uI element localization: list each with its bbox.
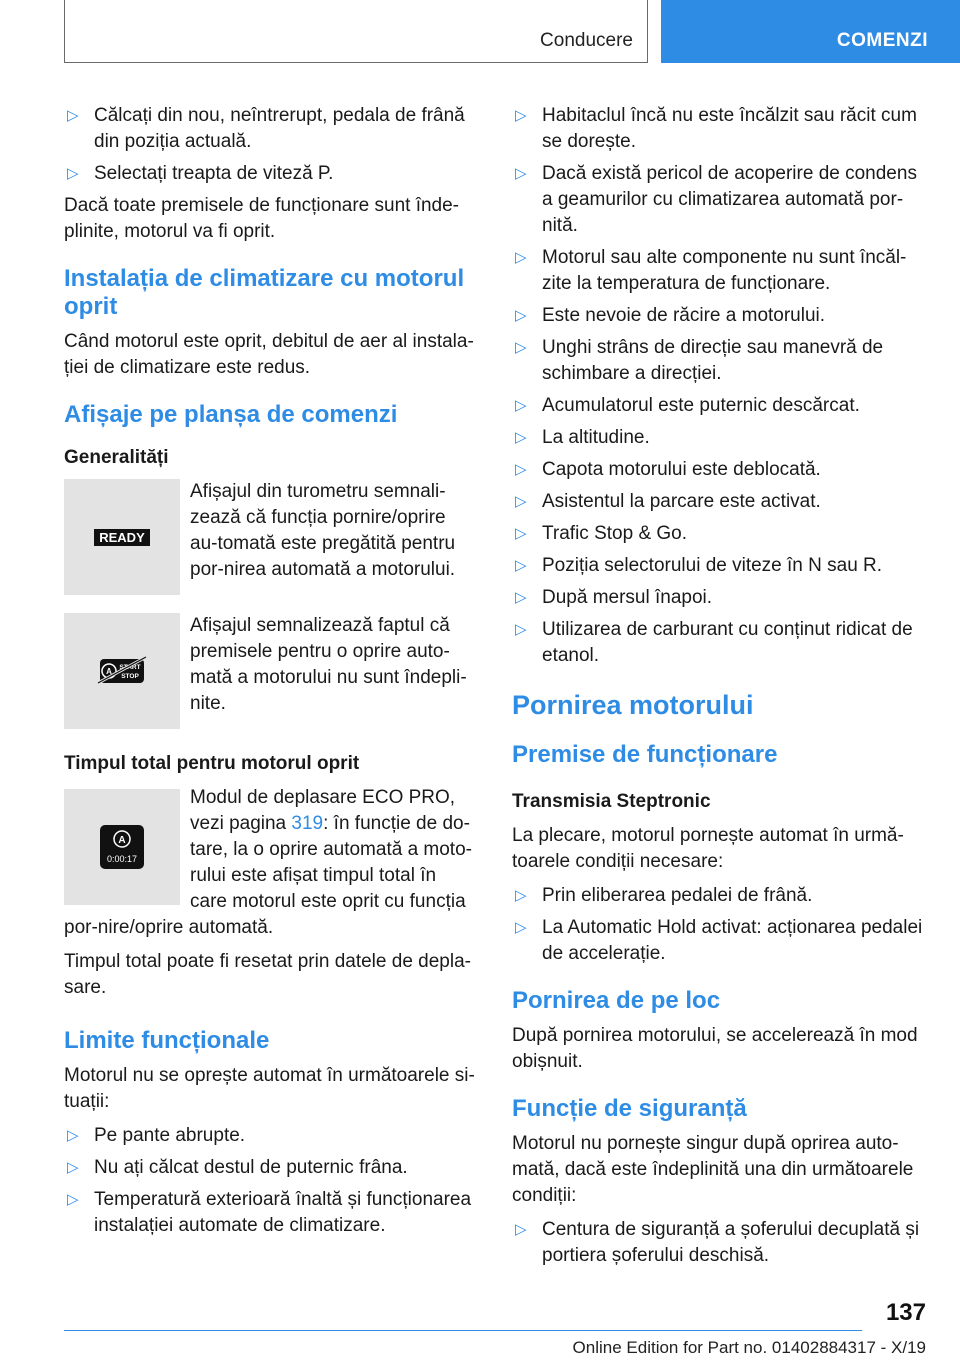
list-item [512,103,924,155]
figure-ready-text: Afișajul din turometru semnali-zează că funcția pornire/oprire au-tomată este pregătită pentru por-nirea automată a motorului. [190,481,456,580]
list-item-text: Acumulatorul este puternic descărcat. [542,395,860,416]
page-link-319[interactable]: 319 [291,813,324,834]
paragraph-standstill: După pornirea motorului, se accelerează în mod obișnuit. [512,1025,918,1072]
heading-limits: Limite funcționale [64,1027,270,1054]
triangle-bullet-icon: ▷ [515,307,527,324]
list-item [512,457,924,483]
ready-icon [64,479,180,595]
list-item [64,161,478,187]
eco-pro-timer-icon [64,789,180,905]
list-item-text: După mersul înapoi. [542,587,713,608]
footer-divider [64,1330,862,1331]
list-item-text: Utilizarea de carburant cu conținut ridicat de etanol. [542,619,913,666]
list-item [64,103,478,155]
figure-startstop-text: Afișajul semnalizează faptul că premisele pentru o oprire auto-mată a motorului nu sunt îndepli-nite. [190,615,467,714]
footer-edition: Online Edition for Part no. 01402884317 - X/19 [572,1338,926,1357]
list-item [512,245,924,297]
heading-standstill: Pornirea de pe loc [512,987,721,1014]
paragraph-limits: Motorul nu se oprește automat în următoarele si-tuații: [64,1065,475,1112]
stop-label: STOP [121,673,139,680]
eco-pro-text-a: Modul de deplasare ECO PRO, vezi pagina [190,787,456,834]
list-item-text: Trafic Stop & Go. [542,523,688,544]
svg-text:A: A [106,667,112,676]
triangle-bullet-icon: ▷ [515,919,527,936]
list-item-text: Pe pante abrupte. [94,1125,246,1146]
list-item-text: La altitudine. [542,427,650,448]
heading-steptronic: Transmisia Steptronic [512,791,711,812]
triangle-bullet-icon: ▷ [515,1221,527,1238]
list-item [512,521,924,547]
header-section-box [64,0,648,63]
list-item-text: Centura de siguranță a șoferului decuplată și portiera șoferului deschisă. [542,1219,920,1266]
heading-displays: Afișaje pe planșa de comenzi [64,401,398,428]
triangle-bullet-icon: ▷ [515,525,527,542]
triangle-bullet-icon: ▷ [515,621,527,638]
list-item [64,1155,478,1181]
list-item [64,1123,478,1149]
list-item [64,1187,478,1239]
triangle-bullet-icon: ▷ [67,1159,79,1176]
list-item-text: Dacă există pericol de acoperire de condens a geamurilor cu climatizarea automată por-nită. [542,163,917,236]
heading-climate: Instalația de climatizare cu motorul oprit [64,265,465,320]
paragraph-safety: Motorul nu pornește singur după oprirea auto-mată, dacă este îndeplinită una din următoarele condiții: [512,1133,914,1206]
svg-text:A: A [118,835,126,846]
list-item-text: Nu ați călcat destul de puternic frâna. [94,1157,408,1178]
list-item-text: Este nevoie de răcire a motorului. [542,305,826,326]
figure-startstop-row [64,613,478,729]
bullet-list-top [64,103,478,187]
heading-total-time: Timpul total pentru motorul oprit [64,753,360,774]
triangle-bullet-icon: ▷ [515,887,527,904]
triangle-bullet-icon: ▷ [515,493,527,510]
ready-display-image [64,479,180,595]
list-item-text: Temperatură exterioară înaltă și funcționarea instalației automate de climatizare. [94,1189,472,1236]
bullet-list-conditions [512,103,924,669]
list-item [512,553,924,579]
list-item [512,915,924,967]
list-item [512,393,924,419]
list-item [512,617,924,669]
triangle-bullet-icon: ▷ [515,589,527,606]
list-item-text: Călcați din nou, neîntrerupt, pedala de frână din poziția actuală. [94,105,465,152]
paragraph-reset: Timpul total poate fi resetat prin datele de depla-sare. [64,951,471,998]
timer-display-image [64,789,180,905]
figure-timer-block [64,785,478,949]
triangle-bullet-icon: ▷ [515,165,527,182]
triangle-bullet-icon: ▷ [515,461,527,478]
list-item [512,1217,924,1269]
list-item-text: Selectați treapta de viteză P. [94,163,334,184]
chapter-tab-label: COMENZI [836,30,928,51]
startstop-display-image [64,613,180,729]
list-item [512,883,924,909]
start-label: START [119,664,141,671]
list-item [512,303,924,329]
chapter-tab[interactable] [661,0,960,63]
timer-value: 0:00:17 [106,854,138,864]
triangle-bullet-icon: ▷ [515,557,527,574]
list-item-text: Prin eliberarea pedalei de frână. [542,885,813,906]
triangle-bullet-icon: ▷ [67,1127,79,1144]
heading-premise: Premise de funcționare [512,741,778,768]
figure-ready-row [64,479,478,595]
list-item [512,585,924,611]
triangle-bullet-icon: ▷ [67,107,79,124]
ready-label: READY [99,530,145,545]
right-column [512,103,924,1275]
list-item-text: Capota motorului este deblocată. [542,459,821,480]
auto-start-stop-off-icon [64,613,180,729]
section-title: Conducere [540,30,633,51]
heading-safety: Funcție de siguranță [512,1095,747,1122]
bullet-list-limits [64,1123,478,1239]
bullet-list-steptronic [512,883,924,967]
heading-general: Generalități [64,447,169,468]
triangle-bullet-icon: ▷ [515,429,527,446]
paragraph-climate: Când motorul este oprit, debitul de aer al instala-ției de climatizare este redus. [64,331,474,378]
list-item-text: Habitaclul încă nu este încălzit sau răcit cum se dorește. [542,105,917,152]
triangle-bullet-icon: ▷ [515,397,527,414]
list-item [512,335,924,387]
heading-engine-start: Pornirea motorului [512,690,754,720]
page-number: 137 [885,1299,926,1326]
list-item-text: Asistentul la parcare este activat. [542,491,821,512]
list-item [512,425,924,451]
list-item-text: Poziția selectorului de viteze în N sau R. [542,555,883,576]
list-item-text: La Automatic Hold activat: acționarea pedalei de accelerație. [542,917,923,964]
eco-pro-text-b: : în funcție de do-tare, la o oprire automată a moto-rului este afișat timpul total în care motorul este oprit cu funcția por-nire/oprire automată. [64,813,472,938]
triangle-bullet-icon: ▷ [515,249,527,266]
list-item-text: Motorul sau alte componente nu sunt încăl-zite la temperatura de funcționare. [542,247,907,294]
list-item-text: Unghi strâns de direcție sau manevră de schimbare a direcției. [542,337,884,384]
bullet-list-safety [512,1217,924,1269]
triangle-bullet-icon: ▷ [515,339,527,356]
paragraph-steptronic: La plecare, motorul pornește automat în urmă-toarele condiții necesare: [512,825,904,872]
triangle-bullet-icon: ▷ [67,1191,79,1208]
triangle-bullet-icon: ▷ [67,165,79,182]
triangle-bullet-icon: ▷ [515,107,527,124]
left-column [64,103,478,1245]
list-item [512,161,924,239]
paragraph-premises: Dacă toate premisele de funcționare sunt înde-plinite, motorul va fi oprit. [64,195,460,242]
list-item [512,489,924,515]
